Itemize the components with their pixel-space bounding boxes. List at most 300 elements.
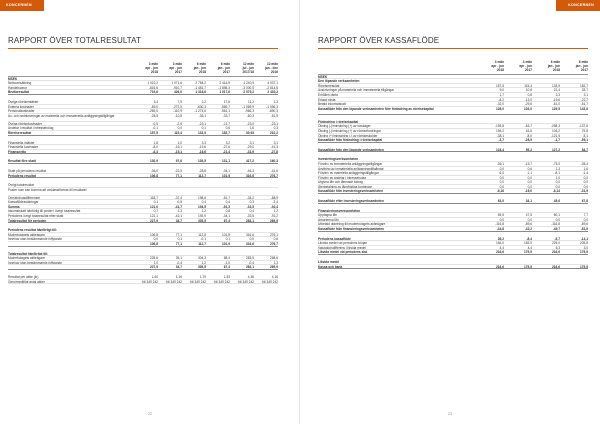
row-label: Kassaflöde från förändring i rörelsekapital bbox=[318, 138, 383, 142]
cell-value: 34,7 bbox=[175, 265, 182, 270]
row-label: Nettoomsättning bbox=[8, 81, 32, 85]
table-row bbox=[318, 199, 588, 204]
table-row bbox=[318, 148, 588, 153]
cell-value: 67,4 bbox=[223, 218, 230, 223]
row-label: Personalkostnader bbox=[8, 109, 35, 113]
row-label: Kassaflödessäkringar bbox=[8, 200, 39, 204]
cell-value bbox=[532, 79, 560, 83]
cell-value: 30,93 bbox=[246, 130, 254, 135]
row-label: Totalresultat hänförligt till: bbox=[8, 251, 49, 256]
cell-value: 7,9 bbox=[177, 99, 182, 104]
row-label: Förändring i rörelsekapital bbox=[318, 119, 359, 124]
cell-value: 0,3 bbox=[249, 200, 254, 205]
cell-value bbox=[230, 183, 254, 187]
cell-value: 194,2 bbox=[496, 128, 504, 133]
cell-value: -49,7 bbox=[552, 227, 560, 232]
cell-value: -29,0 bbox=[246, 145, 254, 150]
cell-value: 194,5 bbox=[198, 204, 206, 209]
row-label: Externa kostnader bbox=[8, 104, 34, 109]
cell-value: -0,1 bbox=[152, 126, 158, 131]
cell-value: 0,1 bbox=[153, 200, 158, 205]
cell-value: 183,9 bbox=[524, 241, 532, 246]
cell-value: 129,5 bbox=[552, 106, 560, 111]
cell-value: -28,8 bbox=[198, 168, 206, 173]
row-label: Investeringsverksamheten bbox=[318, 157, 359, 161]
cell-value: 0,4 bbox=[201, 200, 206, 205]
cell-value: 97,6 bbox=[175, 159, 182, 164]
cell-value bbox=[206, 183, 230, 187]
cell-value: 1 017,6 bbox=[219, 90, 230, 95]
cell-value: 43,6 bbox=[525, 128, 532, 133]
cell-value: -8,2 bbox=[498, 97, 504, 102]
cell-value: 276,7 bbox=[270, 242, 278, 247]
cell-value: -33,7 bbox=[222, 113, 230, 118]
cell-value bbox=[560, 157, 588, 161]
row-label: Innehav utan bestämmande inflytande bbox=[8, 260, 63, 265]
cell-value: 0,8 bbox=[527, 92, 532, 97]
cell-value: -91,2 bbox=[270, 214, 278, 219]
cell-value: 0,0 bbox=[583, 175, 588, 180]
cell-value: 1,2 bbox=[273, 209, 278, 214]
row-label: Förvärv av andelar i intressebolag bbox=[318, 175, 367, 180]
table-row bbox=[318, 250, 588, 255]
cell-value: 179,9 bbox=[524, 264, 532, 269]
cell-value: 45,6 bbox=[553, 199, 560, 204]
cell-value: -27,8 bbox=[270, 149, 278, 154]
row-label: Likvida medel bbox=[318, 260, 340, 264]
cell-value: -0,5 bbox=[176, 200, 182, 205]
cash-flow-page bbox=[300, 0, 600, 424]
row-label: Kassaflöde från finansieringsverksamheten bbox=[318, 227, 385, 231]
cell-value: -19,6 bbox=[198, 145, 206, 150]
cell-value: 0,0 bbox=[583, 217, 588, 222]
cell-value: 304,3 bbox=[198, 256, 206, 261]
cell-value: 1,0 bbox=[555, 175, 560, 180]
cell-value: 0,3 bbox=[273, 126, 278, 131]
cell-value: 179,9 bbox=[580, 264, 588, 269]
row-label: Periodens kassaflöde bbox=[318, 236, 351, 241]
row-label: Förvärv av immateriella anläggningstillgångar bbox=[318, 161, 383, 166]
section-tag: KONCERNEN bbox=[556, 0, 600, 11]
cell-value: 4 240,9 bbox=[243, 81, 254, 86]
cell-value bbox=[182, 183, 206, 187]
cell-value: -6,16 bbox=[496, 189, 504, 194]
row-label: Rörelseresultat bbox=[8, 130, 32, 135]
cell-value: 305,5 bbox=[198, 265, 206, 270]
cell-value: -19,6 bbox=[552, 97, 560, 102]
cell-value bbox=[560, 75, 588, 79]
row-label: Poster som kan komma att omklassificeras till resultatet bbox=[8, 187, 87, 192]
row-label: Inkomstskatt hänförlig till poster i övrigt totalresultat bbox=[8, 209, 81, 214]
cell-value: -34,1 bbox=[222, 168, 230, 173]
cell-value: -816,6 bbox=[148, 85, 158, 90]
cell-value: 1,6 bbox=[249, 126, 254, 131]
cell-value: 1,60 bbox=[151, 275, 158, 280]
column-header: 3 mån apr - jun 2017 bbox=[519, 60, 532, 73]
cell-value bbox=[504, 75, 532, 79]
row-label: Totalresultat för perioden bbox=[8, 218, 47, 223]
cell-value: -38,1 bbox=[496, 133, 504, 138]
cell-value: -33,5 bbox=[246, 214, 254, 219]
cell-value: -569,7 bbox=[220, 104, 230, 109]
cell-value: -3,1 bbox=[582, 133, 588, 138]
cell-value: 152,7 bbox=[580, 83, 588, 88]
cell-value bbox=[560, 260, 588, 264]
row-label: Summa bbox=[8, 204, 20, 209]
cell-value: -88,9 bbox=[270, 195, 278, 200]
cell-value: 47,5 bbox=[525, 213, 532, 218]
cell-value: 35,1 bbox=[175, 256, 182, 261]
page-number: 22 bbox=[148, 412, 152, 416]
cell-value: 112,8 bbox=[198, 232, 206, 237]
cell-value: 426,0 bbox=[174, 90, 182, 95]
cell-value: 69,5 bbox=[497, 213, 504, 218]
row-label: Övrigt totalresultat bbox=[8, 183, 34, 187]
column-header: 6 mån jan - jun 2018 bbox=[193, 62, 206, 75]
row-label: Utbetald utdelning till moderbolagets aktieägare bbox=[318, 222, 386, 227]
cell-value: -51,3 bbox=[222, 204, 230, 209]
row-label: Kassaflöde från den löpande verksamheten före förändring av rörelsekapital bbox=[318, 106, 434, 111]
page-title: RAPPORT ÖVER TOTALRESULTAT bbox=[8, 36, 142, 45]
cell-value: -28,9 bbox=[524, 138, 532, 143]
income-statement-table bbox=[8, 62, 278, 284]
cell-value: 59,2 bbox=[525, 147, 532, 152]
cell-value: -269,0 bbox=[148, 109, 158, 114]
cell-value: -63,7 bbox=[524, 124, 532, 129]
cell-value: -34,2 bbox=[246, 195, 254, 200]
cell-value: -36,1 bbox=[198, 113, 206, 118]
cell-value: 184,0 bbox=[496, 241, 504, 246]
row-label: Andelar i resultat i intressebolag bbox=[8, 126, 54, 130]
cell-value: -92,4 bbox=[270, 204, 278, 209]
cell-value: -15,1 bbox=[174, 149, 182, 154]
cell-value: 139,5 bbox=[198, 159, 206, 164]
cell-value: -6,3 bbox=[152, 149, 158, 154]
table-row bbox=[318, 138, 588, 143]
cell-value: 66 349 242 bbox=[166, 279, 182, 284]
column-header: 6 mån jan - jun 2017 bbox=[575, 60, 588, 73]
cell-value: 1,0 bbox=[153, 260, 158, 265]
cell-value: 66 349 242 bbox=[214, 279, 230, 284]
cell-value bbox=[476, 157, 504, 161]
cell-value: 210,2 bbox=[270, 130, 278, 135]
cell-value: 106,8 bbox=[150, 232, 158, 237]
cell-value: 227,9 bbox=[150, 218, 158, 223]
cell-value: 1,3 bbox=[177, 209, 182, 214]
cell-value bbox=[532, 120, 560, 124]
cell-value: -1,1 bbox=[526, 171, 532, 176]
cell-value: -1,4 bbox=[582, 171, 588, 176]
row-label: Handelsvaror bbox=[8, 85, 27, 90]
cell-value: 112,7 bbox=[198, 242, 206, 247]
cell-value: 0,0 bbox=[583, 180, 588, 185]
cell-value: -116,8 bbox=[495, 222, 504, 227]
row-label: Den löpande verksamheten bbox=[318, 79, 360, 83]
cell-value: -3,4 bbox=[272, 200, 278, 205]
cell-value: 228,6 bbox=[150, 256, 158, 261]
cell-value: 2,3 bbox=[273, 99, 278, 104]
cell-value: 0,0 bbox=[527, 175, 532, 180]
cell-value bbox=[230, 228, 254, 232]
cell-value: 0,0 bbox=[499, 166, 504, 171]
cell-value: 60,1 bbox=[553, 213, 560, 218]
cell-value: 316,6 bbox=[246, 173, 254, 178]
cell-value: 269,9 bbox=[270, 218, 278, 223]
row-label: Betald inkomstskatt bbox=[318, 102, 346, 106]
cell-value: 2,2 bbox=[201, 99, 206, 104]
cell-value: 143,8 bbox=[580, 106, 588, 111]
cell-value: 21,4 bbox=[553, 88, 560, 93]
cell-value: 7,7 bbox=[583, 213, 588, 218]
cell-value: 66 349 242 bbox=[262, 279, 278, 284]
cell-value bbox=[476, 75, 504, 79]
cash-flow-table bbox=[318, 60, 588, 269]
table-row bbox=[8, 174, 278, 179]
cell-value: 0,0 bbox=[555, 217, 560, 222]
row-label: Finansiella intäkter bbox=[8, 140, 35, 145]
cell-value: -258,3 bbox=[550, 124, 560, 129]
cell-value bbox=[206, 228, 230, 232]
cell-value: 1,2 bbox=[201, 209, 206, 214]
row-label: Ökning (+)/minskning (-) av rörelseskulder bbox=[318, 133, 378, 138]
cell-value: 0,0 bbox=[153, 237, 158, 242]
row-label: Skatt på periodens resultat bbox=[8, 168, 46, 173]
cell-value: 1,16 bbox=[175, 275, 182, 280]
table-header bbox=[318, 60, 588, 75]
cell-value: -19,7 bbox=[524, 161, 532, 166]
column-header: 12 mån jul - jun 2017/18 bbox=[242, 62, 254, 75]
cell-value: 3,4 bbox=[153, 99, 158, 104]
cell-value bbox=[560, 209, 588, 213]
cell-value: -1,7 bbox=[554, 138, 560, 143]
cell-value: 77,1 bbox=[175, 173, 182, 178]
cell-value: -1 273,6 bbox=[194, 109, 206, 114]
cell-value: 77,1 bbox=[175, 242, 182, 247]
cell-value: -8,0 bbox=[526, 133, 532, 138]
row-label: Rörelseresultat bbox=[318, 83, 340, 88]
cell-value: -36,1 bbox=[496, 161, 504, 166]
row-label: Finansieringsverksamheten bbox=[318, 208, 361, 213]
cell-value: -41,6 bbox=[270, 168, 278, 173]
cell-value: 193,9 bbox=[198, 214, 206, 219]
cell-value: 133,9 bbox=[552, 83, 560, 88]
cell-value: -0,1 bbox=[200, 237, 206, 242]
cell-value: 3,2 bbox=[225, 140, 230, 145]
cell-value: 0,0 bbox=[249, 237, 254, 242]
cell-value: 67,4 bbox=[223, 265, 230, 270]
cell-value: 84,7 bbox=[581, 147, 588, 152]
cell-value bbox=[476, 79, 504, 83]
cell-value: 0,0 bbox=[527, 184, 532, 189]
cell-value bbox=[182, 252, 206, 256]
cell-value: -27,6 bbox=[222, 145, 230, 150]
row-label: Upptagna lån bbox=[318, 213, 337, 217]
cell-value bbox=[504, 260, 532, 264]
column-header: 3 mån apr - jun 2018 bbox=[145, 62, 158, 75]
table-row bbox=[8, 131, 278, 136]
cell-value: 11,2 bbox=[248, 99, 254, 104]
cell-value: 4,4 bbox=[527, 245, 532, 250]
row-label: Finansiella kostnader bbox=[8, 145, 39, 149]
section-tag: KONCERNEN bbox=[0, 0, 44, 11]
cell-value bbox=[504, 120, 532, 124]
cell-value bbox=[532, 260, 560, 264]
table-row bbox=[8, 242, 278, 247]
cell-value: 103,0 bbox=[524, 106, 532, 111]
cell-value: 305,5 bbox=[198, 218, 206, 223]
cell-value: -59,1 bbox=[580, 138, 588, 143]
cell-value: 28,2 bbox=[497, 236, 504, 241]
cell-value: -60,3 bbox=[246, 113, 254, 118]
cell-value bbox=[504, 157, 532, 161]
row-label: MSEK bbox=[318, 74, 328, 79]
cell-value: 1 071,6 bbox=[171, 81, 182, 86]
cell-value: 34,1 bbox=[525, 199, 532, 204]
cell-value bbox=[532, 209, 560, 213]
cell-value: -116,8 bbox=[551, 222, 560, 227]
row-label: Bruttoresultat bbox=[8, 90, 30, 94]
cell-value: 3,1 bbox=[273, 140, 278, 145]
cell-value: 2 784,2 bbox=[195, 81, 206, 86]
cell-value: 115,4 bbox=[174, 130, 182, 135]
row-label: Erhållen ränta bbox=[318, 92, 338, 97]
table-row bbox=[8, 280, 278, 285]
cell-value: -1 481,7 bbox=[194, 85, 206, 90]
cell-value: -51,7 bbox=[222, 195, 230, 200]
cell-value: 1,6 bbox=[583, 166, 588, 171]
cell-value: -3 000,5 bbox=[242, 85, 254, 90]
cell-value: 0,1 bbox=[225, 237, 230, 242]
cell-value: 316,6 bbox=[246, 242, 254, 247]
cell-value: 1 316,6 bbox=[195, 90, 206, 95]
cell-value bbox=[560, 120, 588, 124]
row-label: Avskrivningar på materiella och immateriella tillgångar bbox=[318, 88, 395, 92]
cell-value: 216,6 bbox=[496, 264, 504, 269]
cell-value: 157,5 bbox=[150, 130, 158, 135]
cell-value: 0,0 bbox=[499, 217, 504, 222]
cell-value: 276,7 bbox=[270, 173, 278, 178]
table-row bbox=[8, 188, 278, 196]
row-label: Moderbolagets aktieägare bbox=[8, 256, 45, 260]
cell-value: 0,0 bbox=[527, 217, 532, 222]
title-rule bbox=[8, 48, 278, 49]
column-header: 12 mån jan - dec 2016 bbox=[265, 62, 278, 75]
cell-value: -16,6 bbox=[198, 149, 206, 154]
cell-value: 3,3 bbox=[201, 140, 206, 145]
cell-value: 0,0 bbox=[583, 184, 588, 189]
cell-value: -8,14 bbox=[552, 189, 560, 194]
cell-value bbox=[158, 77, 182, 81]
table-row bbox=[318, 189, 588, 194]
cell-value: 1,79 bbox=[199, 275, 206, 280]
cell-value: 205,8 bbox=[580, 241, 588, 246]
cell-value: 118,7 bbox=[150, 195, 158, 200]
cell-value: -61,0 bbox=[552, 102, 560, 107]
cell-value bbox=[254, 183, 278, 187]
cell-value: 67,8 bbox=[581, 199, 588, 204]
row-label: Kassaflöde från den löpande verksamheten bbox=[318, 147, 384, 152]
cell-value: 112,7 bbox=[198, 173, 206, 178]
cell-value: 0,1 bbox=[201, 126, 206, 131]
cell-value: -121,5 bbox=[550, 133, 560, 138]
cell-value: 77,1 bbox=[175, 232, 182, 237]
cell-value: 0,0 bbox=[177, 126, 182, 131]
table-row bbox=[8, 90, 278, 95]
cell-value: 75,8 bbox=[581, 128, 588, 133]
cell-value: -42,1 bbox=[174, 214, 182, 219]
row-label: MSEK bbox=[8, 76, 18, 81]
cell-value: 2 416,9 bbox=[219, 81, 230, 86]
cell-value: 66 349 242 bbox=[238, 279, 254, 284]
cell-value: -23,1 bbox=[198, 121, 206, 126]
cell-value: -32,0 bbox=[496, 102, 504, 107]
cell-value: 0,0 bbox=[527, 180, 532, 185]
cell-value: -10,8 bbox=[174, 113, 182, 118]
cell-value: -8,0 bbox=[152, 145, 158, 150]
cell-value bbox=[182, 77, 206, 81]
cell-value: 127,2 bbox=[552, 147, 560, 152]
row-label: Övriga rörelseintäkter bbox=[8, 99, 39, 104]
cell-value: 4,16 bbox=[271, 275, 278, 280]
row-label: Ökning (-)/minskning (+) av varulager bbox=[318, 124, 371, 128]
cell-value: 3,1 bbox=[249, 140, 254, 145]
cell-value: 1,53 bbox=[223, 275, 230, 280]
cell-value bbox=[532, 157, 560, 161]
cell-value: 316,6 bbox=[246, 232, 254, 237]
cell-value: 0,0 bbox=[555, 180, 560, 185]
cell-value: 0,6 bbox=[273, 237, 278, 242]
table-row bbox=[8, 114, 278, 122]
cell-value: 2 430,2 bbox=[267, 90, 278, 95]
cell-value: 216,6 bbox=[552, 264, 560, 269]
column-header: 6 mån jan - jun 2018 bbox=[547, 60, 560, 73]
cell-value: 216,6 bbox=[552, 250, 560, 255]
cell-value: 121,1 bbox=[150, 214, 158, 219]
cell-value: 283,5 bbox=[246, 256, 254, 261]
cell-value: 0,4 bbox=[249, 209, 254, 214]
table-header bbox=[8, 62, 278, 77]
cell-value: -0,4 bbox=[176, 260, 182, 265]
cell-value: 1,0 bbox=[177, 140, 182, 145]
row-label bbox=[8, 265, 134, 269]
cell-value: -137,6 bbox=[578, 124, 588, 129]
cell-value: 0,0 bbox=[499, 175, 504, 180]
cell-value: -8,4 bbox=[526, 236, 532, 241]
cell-value bbox=[254, 228, 278, 232]
cell-value: 0,4 bbox=[225, 200, 230, 205]
cell-value bbox=[254, 77, 278, 81]
page-number: 23 bbox=[448, 412, 452, 416]
cell-value: 1 022,2 bbox=[147, 81, 158, 86]
cell-value bbox=[158, 188, 182, 195]
cell-value: 160,3 bbox=[270, 159, 278, 164]
cell-value: -89,0 bbox=[150, 104, 158, 109]
cell-value: 269,9 bbox=[270, 265, 278, 270]
header-label bbox=[318, 60, 476, 73]
cell-value: 1,3 bbox=[555, 166, 560, 171]
cell-value: 104,2 bbox=[552, 128, 560, 133]
cell-value: 276,1 bbox=[270, 232, 278, 237]
cell-value: -159,8 bbox=[494, 124, 504, 129]
cell-value: 6,3 bbox=[555, 245, 560, 250]
cell-value: -75,0 bbox=[552, 161, 560, 166]
cell-value: -561,1 bbox=[220, 109, 230, 114]
cell-value: 4 037,1 bbox=[267, 81, 278, 86]
cell-value: 152,7 bbox=[222, 130, 230, 135]
cell-value: 179,9 bbox=[524, 250, 532, 255]
row-label: Avyttring av immateriella anläggningstillgångar bbox=[318, 166, 384, 171]
cell-value: 17,8 bbox=[223, 99, 230, 104]
